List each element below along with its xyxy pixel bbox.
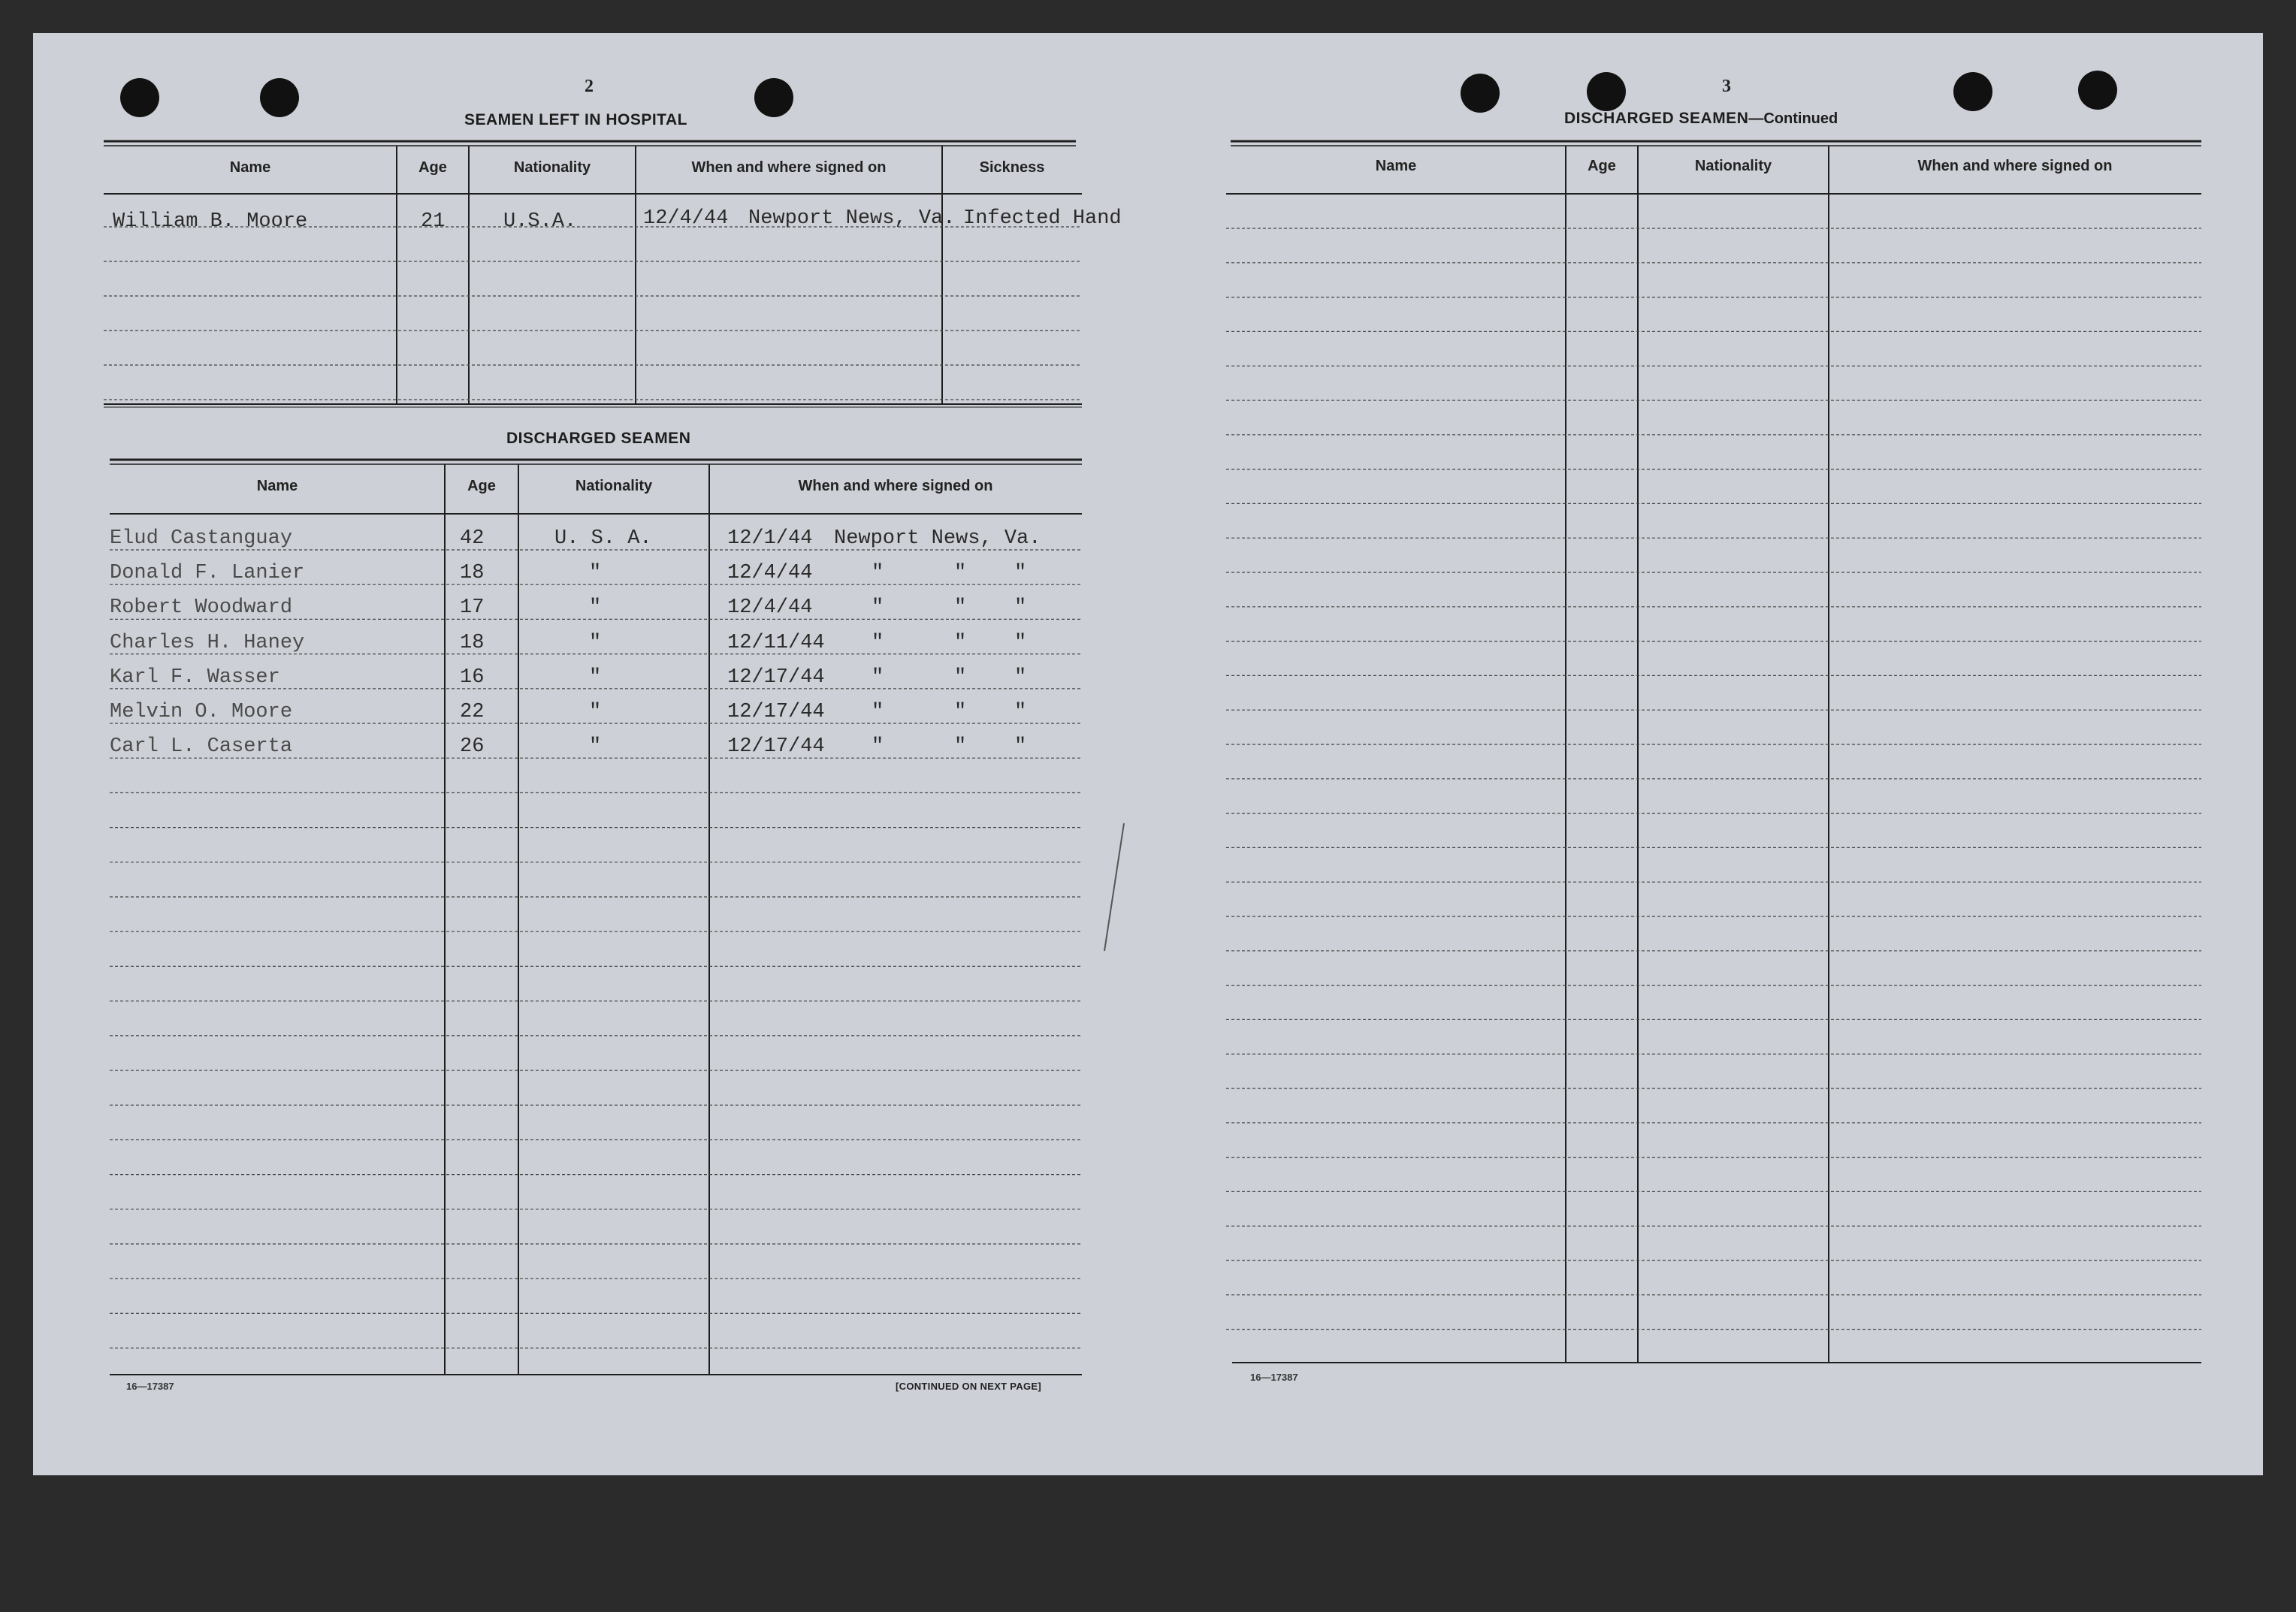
discharged-row-age: 22 bbox=[460, 701, 485, 723]
hospital-header-nationality: Nationality bbox=[513, 159, 591, 176]
discharged-row-place-ditto: " bbox=[1014, 666, 1027, 689]
right-header-age: Age bbox=[1588, 158, 1616, 174]
discharged-row-place-ditto: " bbox=[872, 666, 884, 689]
discharged-header-nationality: Nationality bbox=[575, 478, 653, 494]
discharged-row-name: Carl L. Caserta bbox=[110, 735, 293, 759]
discharged-row-date: 12/4/44 bbox=[727, 596, 813, 620]
hospital-header-sickness: Sickness bbox=[979, 159, 1045, 176]
discharged-row-nationality: U. S. A. bbox=[554, 527, 652, 550]
discharged-row-place-ditto: " bbox=[1014, 735, 1027, 759]
discharged-row-nationality: " bbox=[589, 735, 602, 759]
discharged-header-name: Name bbox=[256, 478, 298, 494]
page-number-right: 3 bbox=[1722, 77, 1731, 96]
discharged-row-name: Karl F. Wasser bbox=[110, 666, 280, 689]
discharged-row-age: 42 bbox=[460, 527, 485, 550]
discharged-row-name: Melvin O. Moore bbox=[110, 701, 293, 723]
hospital-section-title: SEAMEN LEFT IN HOSPITAL bbox=[464, 111, 687, 128]
discharged-row-place-ditto: " bbox=[954, 631, 967, 654]
discharged-row-age: 17 bbox=[460, 596, 485, 620]
discharged-row-nationality: " bbox=[589, 596, 602, 620]
discharged-row-nationality: " bbox=[589, 666, 602, 689]
discharged-row-age: 16 bbox=[460, 666, 485, 689]
discharged-row-place-ditto: " bbox=[954, 562, 967, 585]
discharged-row-nationality: " bbox=[589, 701, 602, 723]
discharged-row-place-ditto: " bbox=[954, 666, 967, 689]
discharged-header-age: Age bbox=[467, 478, 496, 494]
hospital-header-age: Age bbox=[418, 159, 447, 176]
form-number-left: 16—17387 bbox=[126, 1381, 174, 1392]
discharged-row-place-ditto: " bbox=[872, 701, 884, 723]
discharged-row-age: 26 bbox=[460, 735, 485, 759]
discharged-row-name: Charles H. Haney bbox=[110, 631, 305, 654]
discharged-row-place: Newport News, Va. bbox=[834, 527, 1041, 550]
right-title-main: DISCHARGED SEAMEN bbox=[1564, 110, 1749, 127]
discharged-row-place-ditto: " bbox=[1014, 562, 1027, 585]
hospital-row-place: Newport News, Va. bbox=[748, 207, 956, 230]
right-header-when-where: When and where signed on bbox=[1917, 158, 2113, 174]
discharged-row-nationality: " bbox=[589, 631, 602, 654]
right-section-title bbox=[1564, 110, 1838, 128]
discharged-row-name: Donald F. Lanier bbox=[110, 562, 305, 585]
discharged-row-date: 12/11/44 bbox=[727, 631, 825, 654]
discharged-row-date: 12/17/44 bbox=[727, 701, 825, 723]
discharged-row-date: 12/17/44 bbox=[727, 735, 825, 759]
discharged-row-place-ditto: " bbox=[872, 735, 884, 759]
discharged-row-age: 18 bbox=[460, 562, 485, 585]
right-header-name: Name bbox=[1375, 158, 1417, 174]
discharged-row-name: Elud Castanguay bbox=[110, 527, 293, 550]
hospital-row-nationality: U.S.A. bbox=[503, 210, 577, 233]
hospital-row-age: 21 bbox=[421, 210, 446, 233]
discharged-row-place-ditto: " bbox=[1014, 596, 1027, 620]
discharged-row-place-ditto: " bbox=[954, 735, 967, 759]
hospital-row-date: 12/4/44 bbox=[643, 207, 729, 230]
discharged-row-name: Robert Woodward bbox=[110, 596, 293, 620]
right-title-continued: —Continued bbox=[1748, 110, 1838, 127]
hospital-row-name: William B. Moore bbox=[113, 210, 308, 233]
continued-note: [CONTINUED ON NEXT PAGE] bbox=[896, 1381, 1042, 1392]
discharged-row-place-ditto: " bbox=[954, 701, 967, 723]
discharged-row-nationality: " bbox=[589, 562, 602, 585]
discharged-row-place-ditto: " bbox=[872, 596, 884, 620]
discharged-row-place-ditto: " bbox=[1014, 631, 1027, 654]
right-header-nationality: Nationality bbox=[1694, 158, 1772, 174]
hospital-row-sickness: Infected Hand bbox=[963, 207, 1122, 230]
discharged-row-place-ditto: " bbox=[954, 596, 967, 620]
discharged-row-date: 12/1/44 bbox=[727, 527, 813, 550]
discharged-section-title: DISCHARGED SEAMEN bbox=[506, 430, 691, 447]
discharged-row-place-ditto: " bbox=[1014, 701, 1027, 723]
discharged-row-date: 12/4/44 bbox=[727, 562, 813, 585]
discharged-header-when-where: When and where signed on bbox=[798, 478, 993, 494]
discharged-row-age: 18 bbox=[460, 631, 485, 654]
hospital-header-when-where: When and where signed on bbox=[691, 159, 887, 176]
discharged-row-place-ditto: " bbox=[872, 562, 884, 585]
discharged-row-place-ditto: " bbox=[872, 631, 884, 654]
form-number-right: 16—17387 bbox=[1250, 1372, 1298, 1383]
hospital-header-name: Name bbox=[229, 159, 271, 176]
discharged-row-date: 12/17/44 bbox=[727, 666, 825, 689]
page-number-left: 2 bbox=[585, 77, 594, 96]
